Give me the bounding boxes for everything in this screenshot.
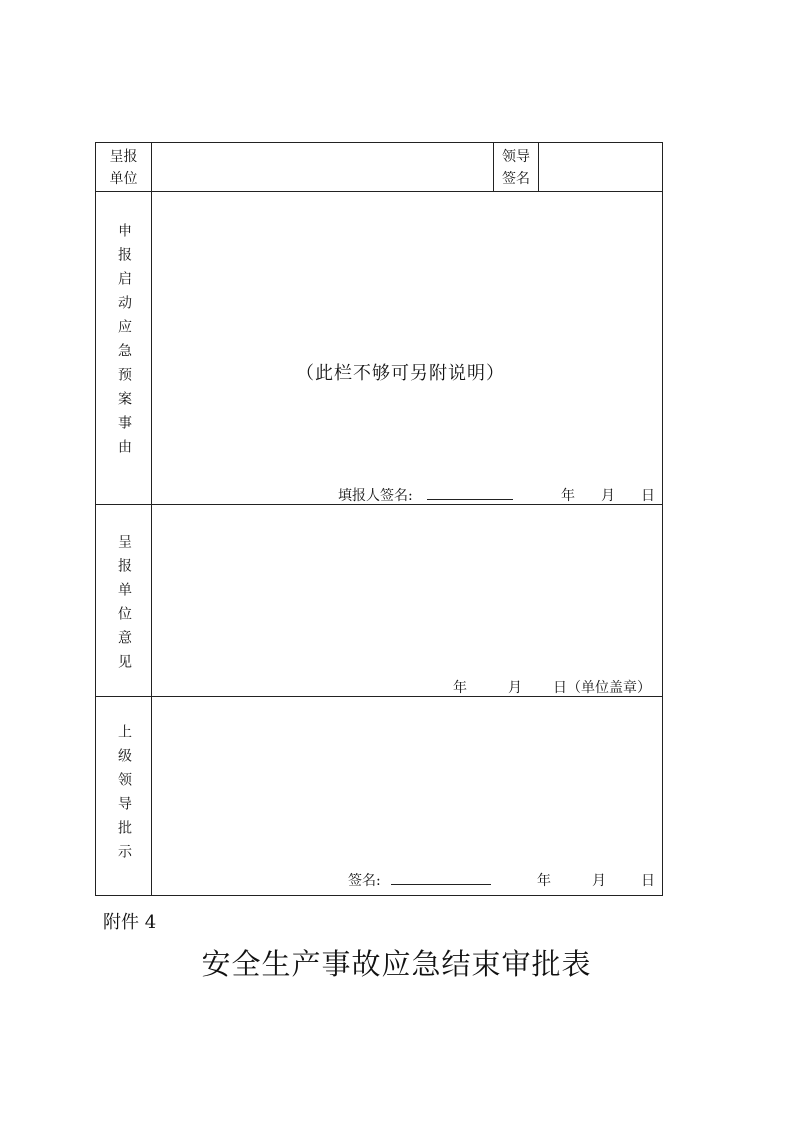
approval-day: 日 [641,873,655,889]
reason-signature-line [338,485,513,505]
leader-signature-field[interactable] [539,143,662,191]
approval-field[interactable] [152,697,662,895]
filler-signature-label: 填报人签名: [338,488,413,504]
approval-signature-line [348,870,491,890]
reason-label: 申报启动应急预案事由 [116,223,132,463]
approver-signature-blank[interactable] [391,870,491,885]
approval-year: 年 [537,873,551,889]
reason-day: 日 [641,488,655,504]
leader-signature-label: 领导 签名 [502,149,530,187]
opinion-label: 呈报单位意见 [116,533,132,678]
reason-note: （此栏不够可另附说明） [296,363,505,384]
next-form-title: 安全生产事故应急结束审批表 [201,947,592,981]
approval-label: 上级领导批示 [116,723,132,868]
reason-year: 年 [561,488,575,504]
opinion-field[interactable] [152,505,662,696]
opinion-month: 月 [508,680,522,696]
reason-month: 月 [601,488,615,504]
report-form [95,142,663,896]
unit-label: 呈报 单位 [109,149,138,187]
approver-signature-label: 签名: [348,873,381,889]
filler-signature-blank[interactable] [427,485,513,500]
opinion-day-seal: 日（单位盖章） [553,680,651,696]
opinion-year: 年 [453,680,467,696]
unit-field[interactable] [152,143,493,191]
approval-month: 月 [592,873,606,889]
attachment-label: 附件 4 [103,912,157,933]
reason-field[interactable] [152,192,662,504]
